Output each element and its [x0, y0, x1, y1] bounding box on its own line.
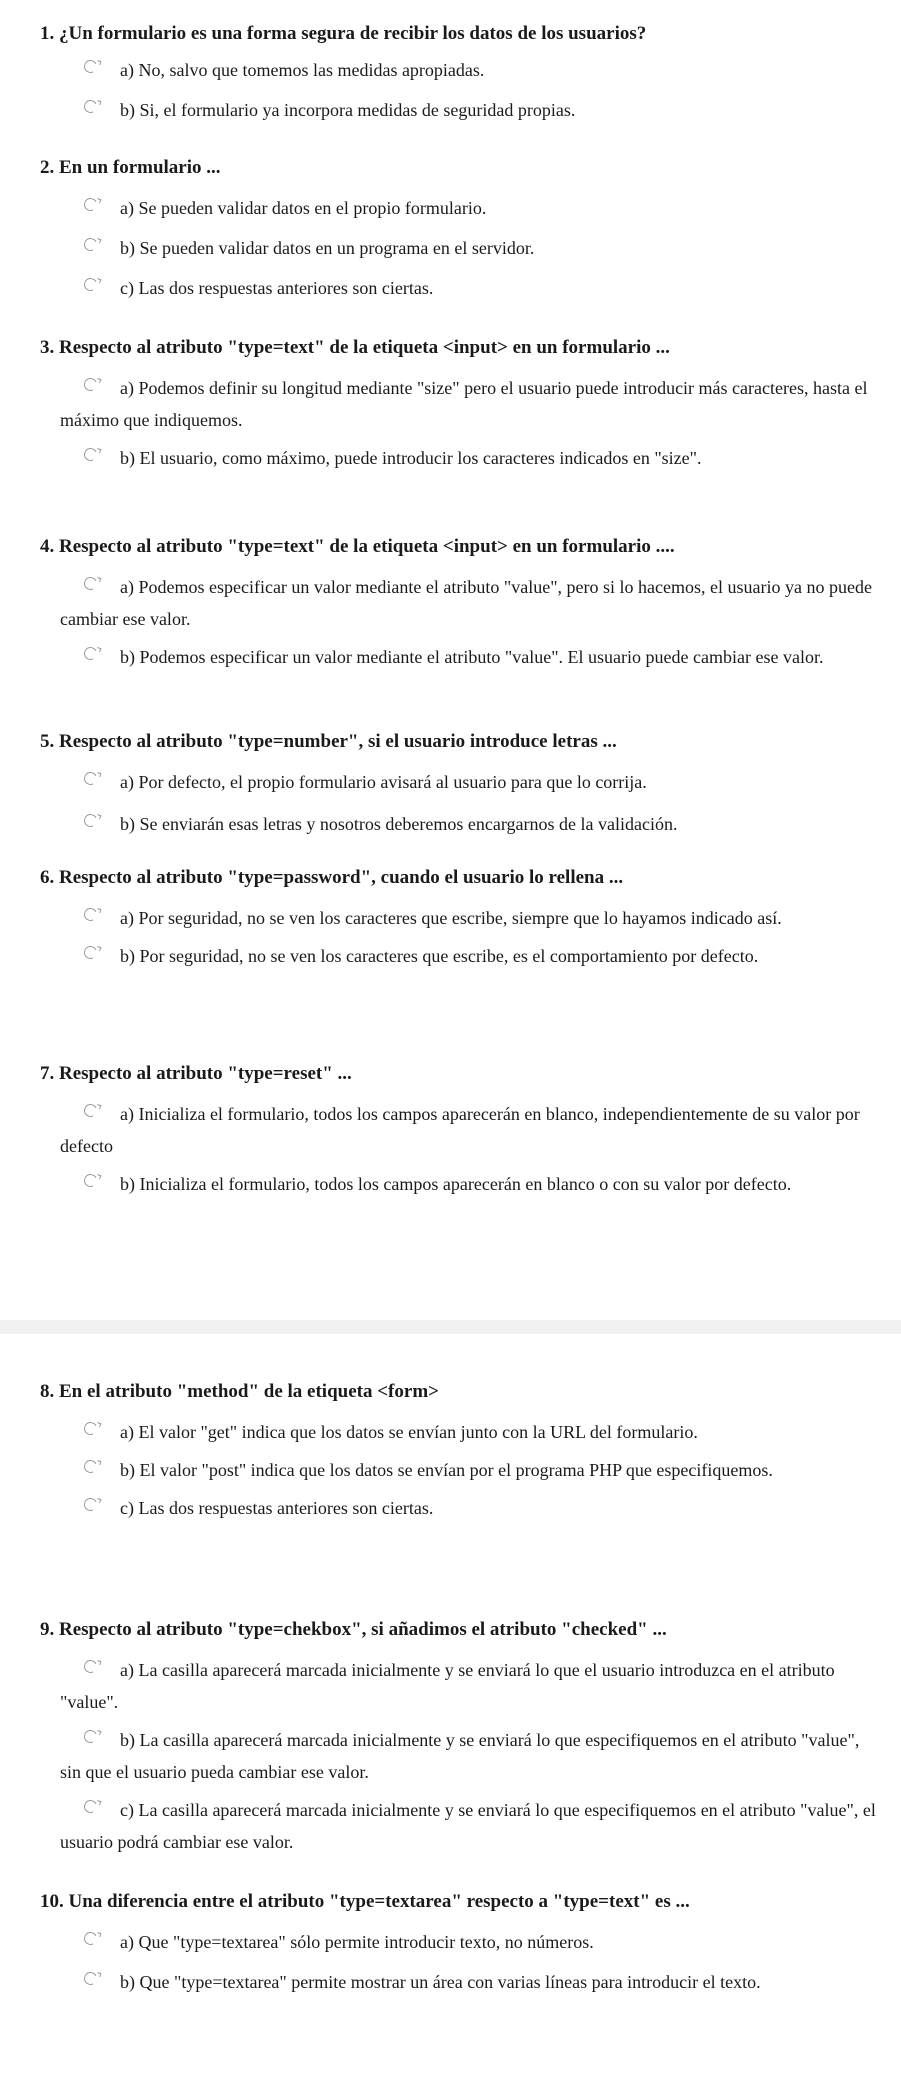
radio-button-icon[interactable]: [82, 1728, 99, 1745]
question-8: [40, 1380, 880, 1524]
radio-button-icon[interactable]: [82, 446, 99, 463]
option-4a[interactable]: a) Podemos especificar un valor mediante el atributo "value", pero si lo hacemos, el usuario ya no puede cambiar ese valor.: [60, 577, 872, 629]
radio-button-icon[interactable]: [82, 1496, 99, 1513]
question-title: 8. En el atributo "method" de la etiqueta <form>: [40, 1381, 439, 1402]
question-title: 3. Respecto al atributo "type=text" de la etiqueta <input> en un formulario ...: [40, 337, 670, 358]
question-title: 9. Respecto al atributo "type=chekbox", si añadimos el atributo "checked" ...: [40, 1619, 667, 1640]
question-title: 10. Una diferencia entre el atributo "type=textarea" respecto a "type=text" es ...: [40, 1891, 690, 1912]
question-title: 5. Respecto al atributo "type=number", si el usuario introduce letras ...: [40, 731, 617, 752]
question-4: [40, 535, 880, 673]
radio-button-icon[interactable]: [82, 1930, 99, 1947]
option-5b[interactable]: b) Se enviarán esas letras y nosotros deberemos encargarnos de la validación.: [40, 808, 880, 840]
radio-button-icon[interactable]: [82, 770, 99, 787]
option-2a[interactable]: a) Se pueden validar datos en el propio formulario.: [40, 192, 880, 224]
radio-button-icon[interactable]: [82, 1102, 99, 1119]
radio-button-icon[interactable]: [82, 236, 99, 253]
radio-button-icon[interactable]: [82, 812, 99, 829]
radio-button-icon[interactable]: [82, 1458, 99, 1475]
question-title: 4. Respecto al atributo "type=text" de la etiqueta <input> en un formulario ....: [40, 536, 675, 557]
option-6a[interactable]: a) Por seguridad, no se ven los caracteres que escribe, siempre que lo hayamos indicado así.: [40, 902, 880, 934]
option-8b[interactable]: b) El valor "post" indica que los datos se envían por el programa PHP que especifiquemos.: [40, 1454, 880, 1486]
radio-button-icon[interactable]: [82, 1172, 99, 1189]
question-2: [40, 156, 880, 304]
radio-button-icon[interactable]: [82, 98, 99, 115]
option-2b[interactable]: b) Se pueden validar datos en un programa en el servidor.: [40, 232, 880, 264]
question-6: [40, 866, 880, 972]
option-9b[interactable]: b) La casilla aparecerá marcada inicialmente y se enviará lo que especifiquemos en el atributo "value", sin que el usuario pueda cambiar ese valor.: [60, 1730, 860, 1782]
question-5: [40, 730, 880, 840]
radio-button-icon[interactable]: [82, 645, 99, 662]
radio-button-icon[interactable]: [82, 944, 99, 961]
page-2: [0, 1334, 901, 2100]
radio-button-icon[interactable]: [82, 276, 99, 293]
option-7a[interactable]: a) Inicializa el formulario, todos los campos aparecerán en blanco, independientemente de su valor por defecto: [60, 1104, 860, 1156]
option-10a[interactable]: a) Que "type=textarea" sólo permite introducir texto, no números.: [40, 1926, 880, 1958]
radio-button-icon[interactable]: [82, 58, 99, 75]
radio-button-icon[interactable]: [82, 376, 99, 393]
option-1a[interactable]: a) No, salvo que tomemos las medidas apropiadas.: [40, 54, 880, 86]
question-3: [40, 336, 880, 474]
option-7b[interactable]: b) Inicializa el formulario, todos los campos aparecerán en blanco o con su valor por defecto.: [40, 1168, 880, 1200]
question-10: [40, 1890, 880, 1998]
question-title: 6. Respecto al atributo "type=password", cuando el usuario lo rellena ...: [40, 867, 624, 888]
radio-button-icon[interactable]: [82, 1420, 99, 1437]
option-4b[interactable]: b) Podemos especificar un valor mediante el atributo "value". El usuario puede cambiar ese valor.: [40, 641, 880, 673]
option-5a[interactable]: a) Por defecto, el propio formulario avisará al usuario para que lo corrija.: [40, 766, 880, 798]
option-9a[interactable]: a) La casilla aparecerá marcada inicialmente y se enviará lo que el usuario introduzca en el atributo "value".: [60, 1660, 835, 1712]
option-8a[interactable]: a) El valor "get" indica que los datos se envían junto con la URL del formulario.: [40, 1416, 880, 1448]
question-1: [40, 22, 880, 126]
option-2c[interactable]: c) Las dos respuestas anteriores son ciertas.: [40, 272, 880, 304]
page-separator: [0, 1320, 901, 1334]
question-title: 1. ¿Un formulario es una forma segura de recibir los datos de los usuarios?: [40, 23, 647, 44]
question-9: [40, 1618, 880, 1858]
radio-button-icon[interactable]: [82, 1970, 99, 1987]
option-9c[interactable]: c) La casilla aparecerá marcada inicialmente y se enviará lo que especifiquemos en el atributo "value", el usuario podrá cambiar ese valor.: [60, 1800, 876, 1852]
option-8c[interactable]: c) Las dos respuestas anteriores son ciertas.: [40, 1492, 880, 1524]
radio-button-icon[interactable]: [82, 1798, 99, 1815]
radio-button-icon[interactable]: [82, 1658, 99, 1675]
question-title: 7. Respecto al atributo "type=reset" ...: [40, 1063, 352, 1084]
question-title: 2. En un formulario ...: [40, 157, 221, 178]
option-3b[interactable]: b) El usuario, como máximo, puede introducir los caracteres indicados en "size".: [40, 442, 880, 474]
option-1b[interactable]: b) Si, el formulario ya incorpora medidas de seguridad propias.: [40, 94, 880, 126]
option-3a[interactable]: a) Podemos definir su longitud mediante "size" pero el usuario puede introducir más caracteres, hasta el máximo que indiquemos.: [60, 378, 868, 430]
option-10b[interactable]: b) Que "type=textarea" permite mostrar un área con varias líneas para introducir el texto.: [40, 1966, 880, 1998]
question-7: [40, 1062, 880, 1200]
option-6b[interactable]: b) Por seguridad, no se ven los caracteres que escribe, es el comportamiento por defecto.: [40, 940, 880, 972]
radio-button-icon[interactable]: [82, 575, 99, 592]
radio-button-icon[interactable]: [82, 906, 99, 923]
radio-button-icon[interactable]: [82, 196, 99, 213]
